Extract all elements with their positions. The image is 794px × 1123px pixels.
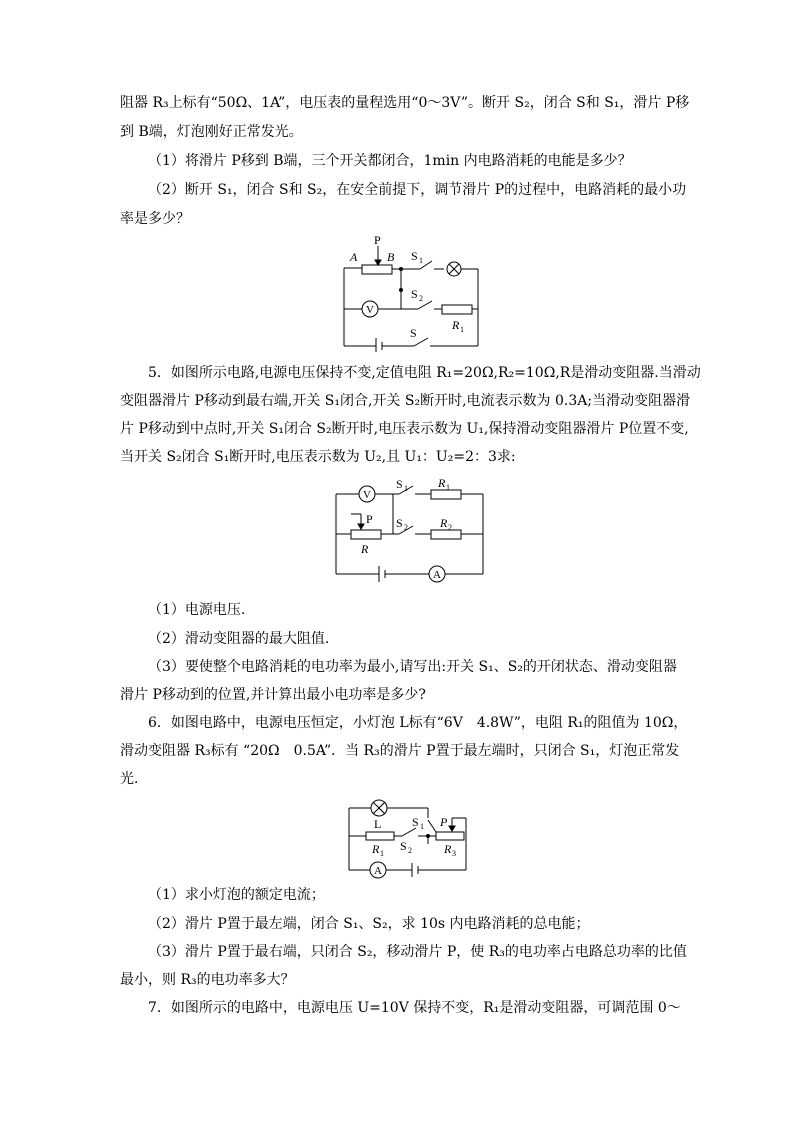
text-line: （3）要使整个电路消耗的电功率为最小,请写出:开关 S₁、S₂的开闭状态、滑动变阻器 — [148, 659, 677, 675]
text-line: 光． — [120, 771, 148, 787]
label-r1-sub: 1 — [460, 325, 464, 334]
text-line: 最小，则 R₃的电功率多大？ — [120, 972, 295, 988]
label-s1: S — [396, 477, 403, 491]
voltmeter-label: V — [366, 304, 374, 316]
label-r: R — [361, 542, 369, 556]
label-s: S — [410, 326, 417, 340]
label-b: B — [387, 250, 395, 264]
resistor-r2 — [431, 530, 461, 539]
label-a: A — [350, 250, 358, 264]
text-line: （1）将滑片 P移到 B端，三个开关都闭合，1min 内电路消耗的电能是多少？ — [148, 153, 632, 169]
label-l: L — [374, 817, 382, 831]
resistor-r1 — [442, 305, 472, 314]
label-s2: S — [396, 516, 403, 530]
label-s1-sub: 1 — [419, 256, 423, 265]
label-r1: R — [452, 318, 460, 332]
text-line: 7．如图所示的电路中，电源电压 U=10V 保持不变，R₁是滑动变阻器，可调范围 0～ — [148, 1000, 681, 1016]
label-s2: S — [411, 287, 418, 301]
text-line: 滑片 P移动到的位置,并计算出最小电功率是多少? — [120, 687, 426, 703]
label-r1-sub: 1 — [380, 849, 384, 858]
label-p: P — [366, 512, 373, 526]
text-line: 阻器 R₃上标有“50Ω、1A”，电压表的量程选用“0～3V”。断开 S₂，闭合 S和 S₁，滑片 P移 — [120, 95, 690, 111]
label-r2: R — [440, 516, 448, 530]
text-line: （2）滑动变阻器的最大阻值. — [148, 631, 330, 647]
rheostat — [436, 832, 464, 840]
text-line: （1）电源电压. — [148, 602, 246, 618]
text-line: 到 B端，灯泡刚好正常发光。 — [120, 124, 303, 140]
text-line: 率是多少？ — [120, 211, 190, 227]
voltmeter-label: V — [363, 489, 371, 501]
text-line: 变阻器滑片 P移动到最右端,开关 S₁闭合,开关 S₂断开时,电流表示数为 0.3A;当滑动变阻器滑 — [120, 393, 691, 409]
label-s2-sub: 2 — [408, 846, 412, 855]
label-s2: S — [400, 839, 407, 853]
label-s2-sub: 2 — [419, 294, 423, 303]
label-r1: R — [372, 842, 380, 856]
text-line: （2）断开 S₁，闭合 S和 S₂，在安全前提下，调节滑片 P的过程中，电路消耗的最小功 — [148, 182, 687, 198]
label-s1-sub: 1 — [420, 822, 424, 831]
text-line: （1）求小灯泡的额定电流； — [148, 887, 325, 903]
label-r2-sub: 2 — [448, 523, 452, 532]
circuit-diagram-2 — [333, 477, 489, 585]
text-line: （2）滑片 P置于最左端，闭合 S₁、S₂，求 10s 内电路消耗的总电能； — [148, 916, 590, 932]
text-line: （3）滑片 P置于最右端，只闭合 S₂，移动滑片 P，使 R₃的电功率占电路总功率的比值 — [148, 944, 687, 960]
text-line: 6．如图电路中，电源电压恒定，小灯泡 L标有“6V 4.8W”，电阻 R₁的阻值为 10Ω， — [148, 715, 688, 731]
resistor-r1 — [366, 832, 394, 840]
label-s2-sub: 2 — [404, 523, 408, 532]
ammeter-label: A — [374, 865, 382, 877]
text-line: 5．如图所示电路,电源电压保持不变,定值电阻 R₁=20Ω,R₂=10Ω,R是滑动变阻器.当滑动 — [148, 365, 701, 381]
label-p: P — [374, 234, 381, 247]
label-s1: S — [412, 815, 419, 829]
label-s1: S — [411, 249, 418, 263]
label-s1-sub: 1 — [404, 484, 408, 493]
circuit-diagram-3 — [344, 788, 472, 884]
text-line: 片 P移动到中点时,开关 S₁闭合 S₂断开时,电压表示数为 U₁,保持滑动变阻器滑片 P位置不变, — [120, 421, 689, 437]
ammeter-label: A — [433, 569, 441, 581]
circuit-diagram-1 — [336, 234, 486, 352]
rheostat — [351, 530, 381, 539]
label-r3: R — [444, 842, 452, 856]
label-r1: R — [438, 477, 446, 490]
text-line: 当开关 S₂闭合 S₁断开时,电压表示数为 U₂,且 U₁：U₂=2：3求: — [120, 449, 516, 465]
label-r1-sub: 1 — [446, 483, 450, 492]
rheostat — [362, 265, 392, 274]
label-p: P — [440, 815, 448, 829]
text-line: 滑动变阻器 R₃标有 “20Ω 0.5A”．当 R₃的滑片 P置于最左端时，只闭合 S₁，灯泡正常发 — [120, 743, 680, 759]
label-r3-sub: 3 — [452, 849, 456, 858]
